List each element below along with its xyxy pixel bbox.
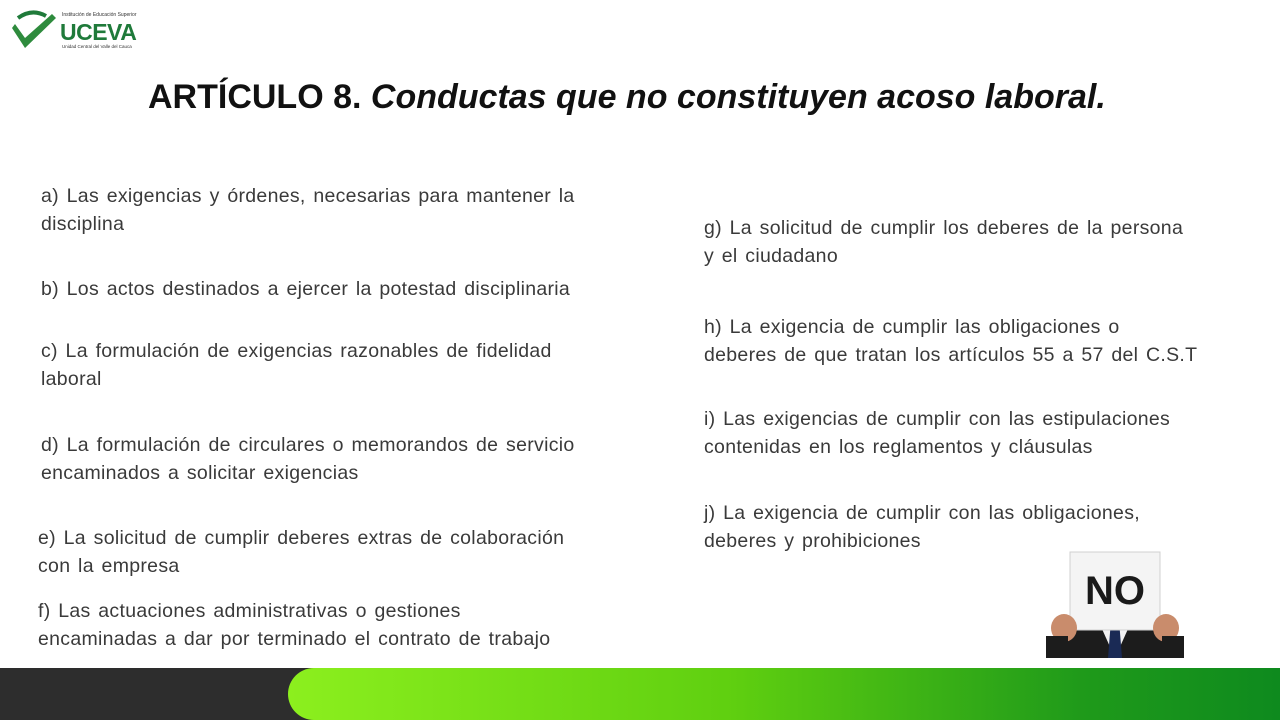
list-item-c: c) La formulación de exigencias razonables de fidelidad laboral — [41, 340, 552, 390]
footer-bar — [0, 668, 1280, 720]
list-item-h: h) La exigencia de cumplir las obligaciones o deberes de que tratan los artículos 55 a 57 del C.S.T — [704, 316, 1198, 366]
list-item-e: e) La solicitud de cumplir deberes extras de colaboración con la empresa — [38, 527, 565, 577]
page-title — [148, 78, 1106, 117]
list-item-j: j) La exigencia de cumplir con las obligaciones, deberes y prohibiciones — [704, 502, 1140, 552]
list-item-a: a) Las exigencias y órdenes, necesarias para mantener la disciplina — [41, 185, 575, 235]
list-item-i: i) Las exigencias de cumplir con las estipulaciones contenidas en los reglamentos y cláusulas — [704, 408, 1171, 458]
logo-tagline: Institución de Educación Superior — [62, 12, 137, 18]
logo-subtitle: Unidad Central del Valle del Cauca — [62, 44, 132, 49]
uceva-emblem-icon — [12, 10, 58, 50]
article-number: ARTÍCULO 8. — [148, 78, 362, 116]
no-sign-illustration — [1040, 548, 1190, 658]
article-title: Conductas que no constituyen acoso laboral. — [370, 78, 1106, 116]
list-item-b: b) Los actos destinados a ejercer la potestad disciplinaria — [41, 278, 571, 300]
no-sign-text: NO — [1085, 569, 1145, 613]
list-item-d: d) La formulación de circulares o memorandos de servicio encaminados a solicitar exigencias — [41, 434, 575, 484]
list-item-f: f) Las actuaciones administrativas o gestiones encaminadas a dar por terminado el contrato de trabajo — [38, 600, 551, 650]
footer-green-band — [288, 668, 1280, 720]
logo-name: UCEVA — [60, 19, 137, 45]
list-item-g: g) La solicitud de cumplir los deberes de la persona y el ciudadano — [704, 217, 1184, 267]
uceva-logo — [12, 10, 142, 50]
